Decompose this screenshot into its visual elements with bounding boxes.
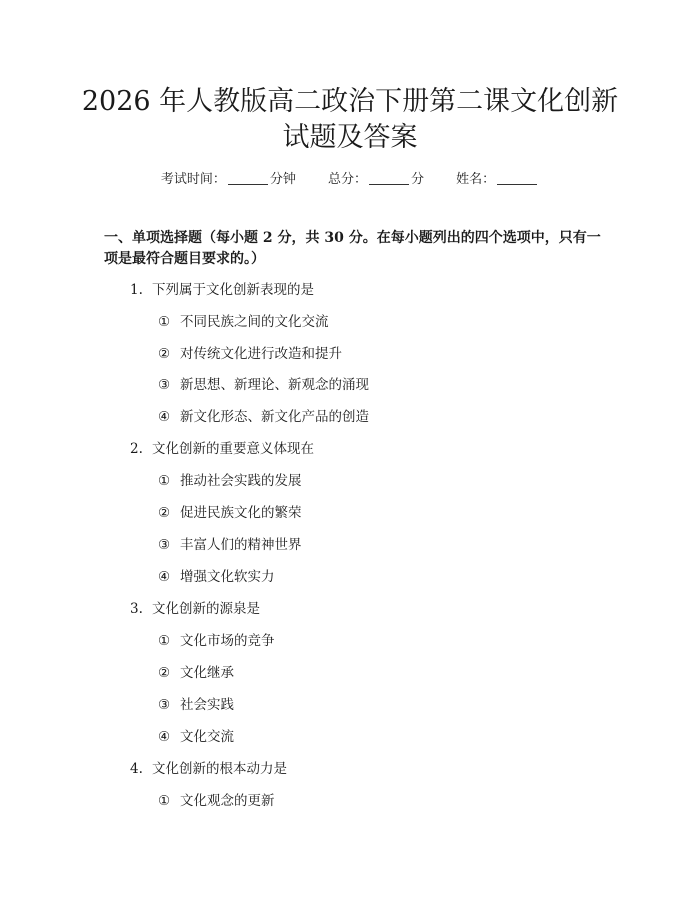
- question-text: 文化创新的根本动力是: [152, 761, 287, 777]
- question-number: 4.: [130, 761, 143, 777]
- question-text: 文化创新的源泉是: [152, 601, 260, 617]
- option-mark: ②: [158, 505, 171, 521]
- exam-time-unit: 分钟: [269, 172, 296, 187]
- question-number: 1.: [130, 282, 143, 298]
- exam-time-blank: [228, 170, 268, 185]
- option-item: [158, 376, 369, 394]
- total-score-label: 总分：: [327, 172, 367, 187]
- exam-time-label: 考试时间：: [160, 172, 226, 187]
- student-name-blank: [497, 170, 537, 185]
- option-text: 丰富人们的精神世界: [180, 537, 302, 553]
- question-text: 下列属于文化创新表现的是: [152, 282, 314, 298]
- option-mark: ①: [158, 793, 171, 809]
- option-mark: ①: [158, 314, 171, 330]
- option-mark: ③: [158, 537, 171, 553]
- option-text: 文化观念的更新: [180, 793, 275, 809]
- option-text: 文化市场的竞争: [180, 633, 275, 649]
- option-item: [158, 792, 275, 810]
- question-4: [130, 760, 287, 778]
- question-1: [130, 281, 314, 299]
- option-item: [158, 536, 302, 554]
- total-score-unit: 分: [411, 172, 425, 187]
- section-heading: 一、单项选择题（每小题 2 分，共 30 分。在每小题列出的四个选项中，只有一项是最符合题目要求的。）: [104, 230, 601, 267]
- option-mark: ②: [158, 665, 171, 681]
- student-name-label: 姓名：: [456, 172, 496, 187]
- option-text: 新文化形态、新文化产品的创造: [180, 409, 369, 425]
- question-2: [130, 440, 314, 458]
- question-text: 文化创新的重要意义体现在: [152, 441, 314, 457]
- option-item: [158, 472, 302, 490]
- question-number: 3.: [130, 601, 143, 617]
- option-item: [158, 664, 234, 682]
- option-mark: ③: [158, 377, 171, 393]
- option-text: 社会实践: [180, 697, 234, 713]
- exam-info-line: [0, 170, 700, 189]
- option-text: 推动社会实践的发展: [180, 473, 302, 489]
- option-text: 文化继承: [180, 665, 234, 681]
- option-item: [158, 728, 234, 746]
- option-item: [158, 345, 342, 363]
- option-mark: ③: [158, 697, 171, 713]
- question-3: [130, 600, 260, 618]
- total-score-blank: [369, 170, 409, 185]
- option-text: 促进民族文化的繁荣: [180, 505, 302, 521]
- option-mark: ④: [158, 569, 171, 585]
- option-item: [158, 504, 302, 522]
- option-item: [158, 696, 234, 714]
- option-mark: ②: [158, 346, 171, 362]
- option-text: 文化交流: [180, 729, 234, 745]
- option-mark: ①: [158, 473, 171, 489]
- exam-time-field: [161, 170, 296, 189]
- option-item: [158, 408, 369, 426]
- option-text: 不同民族之间的文化交流: [180, 314, 329, 330]
- option-item: [158, 313, 329, 331]
- student-name-field: [456, 170, 539, 189]
- total-score-field: [328, 170, 424, 189]
- option-text: 对传统文化进行改造和提升: [180, 346, 342, 362]
- option-mark: ④: [158, 409, 171, 425]
- option-item: [158, 632, 275, 650]
- option-mark: ④: [158, 729, 171, 745]
- page-title-line-2: 试题及答案: [282, 122, 418, 153]
- option-text: 增强文化软实力: [180, 569, 275, 585]
- option-text: 新思想、新理论、新观念的涌现: [180, 377, 369, 393]
- question-number: 2.: [130, 441, 143, 457]
- option-mark: ①: [158, 633, 171, 649]
- page-title-line-1: 2026 年人教版高二政治下册第二课文化创新: [81, 86, 619, 117]
- option-item: [158, 568, 275, 586]
